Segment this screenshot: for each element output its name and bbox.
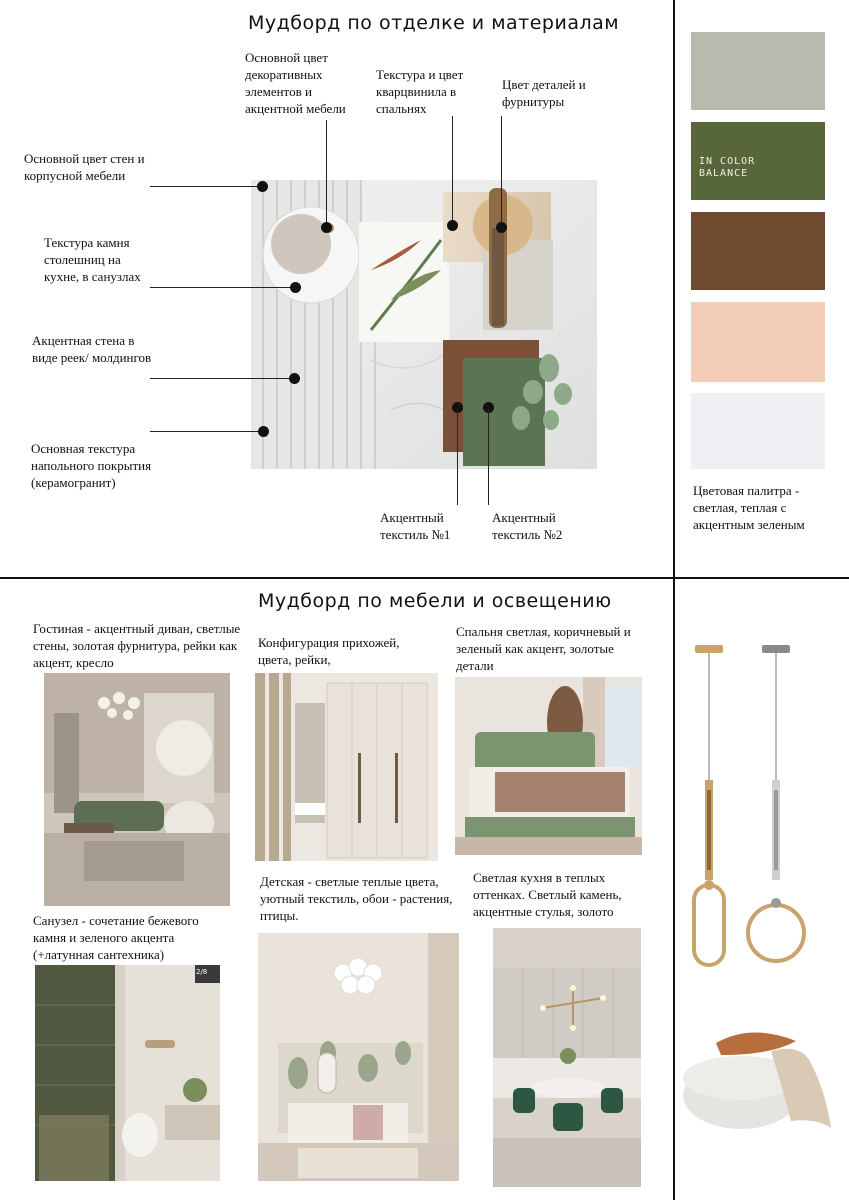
caption-bedroom: Спальня светлая, коричневый и зеленый как акцент, золотые детали [456, 624, 631, 673]
product-pouf [681, 1023, 833, 1133]
section-title-furniture: Мудборд по мебели и освещению [258, 590, 612, 612]
materials-collage [251, 180, 597, 469]
label-vinyl: Текстура и цвет кварцвинила в спальнях [376, 67, 464, 116]
palette-swatch-peach [691, 302, 825, 382]
leader-line [457, 408, 458, 505]
palette-caption: Цветовая палитра - светлая, теплая с акцентным зеленым [693, 483, 805, 532]
marker-dot [321, 222, 332, 233]
palette-swatch-brown [691, 212, 825, 290]
photo-hallway [255, 673, 438, 861]
label-textile-2: Акцентный текстиль №2 [492, 510, 563, 542]
label-stone: Текстура камня столешниц на кухне, в санузлах [44, 235, 141, 284]
photo-bathroom [35, 965, 220, 1181]
photo-living-room [44, 673, 230, 906]
leader-line [326, 120, 327, 228]
label-decor-color: Основной цвет декоративных элементов и акцентной мебели [245, 50, 346, 116]
caption-kitchen: Светлая кухня в теплых оттенках. Светлый камень, акцентные стулья, золото [473, 870, 622, 919]
leader-line [150, 378, 294, 379]
marker-dot [447, 220, 458, 231]
leader-line [150, 431, 262, 432]
palette-swatch-white [691, 393, 825, 469]
photo-counter-badge: 2/8 [196, 968, 208, 976]
marker-dot [496, 222, 507, 233]
label-accent-wall: Акцентная стена в виде реек/ молдингов [32, 333, 152, 365]
photo-bedroom [455, 677, 642, 855]
vertical-divider [673, 0, 675, 1200]
label-walls: Основной цвет стен и корпусной мебели [24, 151, 145, 183]
caption-kids: Детская - светлые теплые цвета, уютный текстиль, обои - растения, птицы. [260, 874, 453, 923]
caption-bathroom: Санузел - сочетание бежевого камня и зеленого акцента (+латунная сантехника) [33, 913, 199, 962]
marker-dot [257, 181, 268, 192]
product-pendant-lamps [689, 640, 825, 970]
palette-swatch-sage [691, 32, 825, 110]
marker-dot [290, 282, 301, 293]
photo-kitchen [493, 928, 641, 1187]
leader-line [150, 287, 294, 288]
palette-swatch-green [691, 122, 825, 200]
palette-logo-text: IN COLOR BALANCE [699, 156, 756, 179]
horizontal-divider [0, 577, 849, 579]
leader-line [488, 408, 489, 505]
caption-hallway: Конфигурация прихожей, цвета, рейки, [258, 635, 400, 667]
photo-kids-room [258, 933, 459, 1181]
leader-line [150, 186, 260, 187]
label-textile-1: Акцентный текстиль №1 [380, 510, 451, 542]
leader-line [501, 116, 502, 226]
leader-line [452, 116, 453, 226]
label-fittings: Цвет деталей и фурнитуры [502, 77, 586, 109]
label-floor: Основная текстура напольного покрытия (керамогранит) [31, 441, 152, 490]
section-title-materials: Мудборд по отделке и материалам [248, 12, 620, 34]
marker-dot [289, 373, 300, 384]
marker-dot [258, 426, 269, 437]
caption-living: Гостиная - акцентный диван, светлые стены, золотая фурнитура, рейки как акцент, кресло [33, 621, 241, 670]
